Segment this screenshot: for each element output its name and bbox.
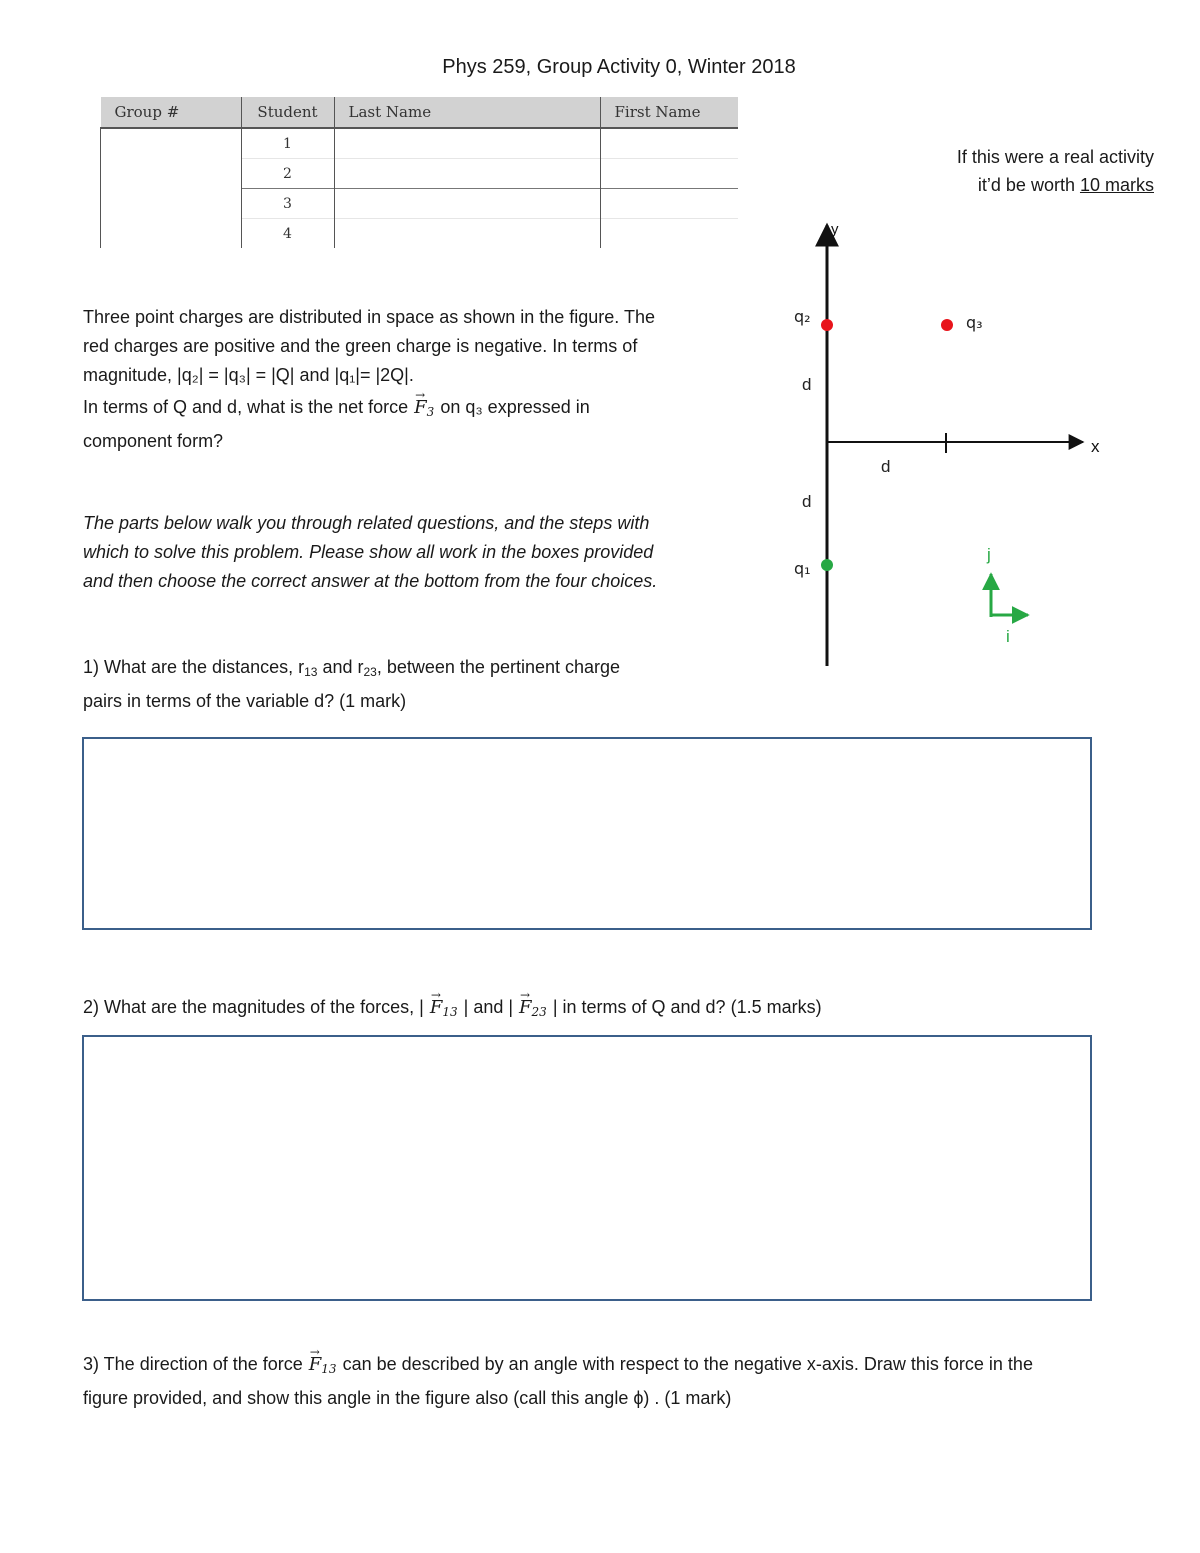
unit-vector-j-label: j [987, 545, 991, 564]
d-upper-label: d [802, 375, 812, 394]
charge-q1 [821, 559, 833, 571]
q3-text: 3) The direction of the force [83, 1354, 308, 1374]
marks-note-prefix: it’d be worth [977, 175, 1080, 195]
q3-text: can be described by an angle with respect to the negative x-axis. Draw this force in the [337, 1354, 1033, 1374]
problem-line: magnitude, |q₂| = |q₃| = |Q| and |q₁|= |2Q|. [83, 365, 414, 385]
force-23-symbol [518, 993, 548, 1027]
header-last-name: Last Name [334, 97, 600, 128]
page-title: Phys 259, Group Activity 0, Winter 2018 [442, 56, 796, 78]
force-symbol: F [414, 397, 427, 418]
unit-vector-i-label: i [1006, 627, 1010, 646]
problem-line: Three point charges are distributed in space as shown in the figure. The [83, 307, 656, 327]
q1-label: q₁ [794, 559, 811, 578]
force-subscript: 3 [426, 405, 435, 419]
q1-text: 1) What are the distances, r [83, 657, 305, 677]
student-number: 3 [241, 189, 334, 219]
x-axis-label: x [1091, 437, 1100, 456]
question-2 [83, 993, 1133, 1027]
instructions-line: The parts below walk you through related questions, and the steps with [83, 513, 650, 533]
force-13-symbol [308, 1350, 338, 1384]
question-text: on q₃ expressed in [435, 397, 590, 417]
student-number: 4 [241, 219, 334, 249]
d-horizontal-label: d [881, 457, 891, 476]
q2-text: | in terms of Q and d? (1.5 marks) [547, 997, 822, 1017]
student-number: 1 [241, 128, 334, 159]
force-symbol: F [519, 997, 532, 1018]
charge-diagram [0, 0, 1200, 700]
q2-label: q₂ [794, 307, 811, 326]
q1-sub: 23 [363, 665, 377, 679]
question-3 [83, 1350, 1163, 1413]
question-text: In terms of Q and d, what is the net force [83, 397, 414, 417]
marks-note-line1: If this were a real activity [956, 147, 1154, 167]
q3-label: q₃ [966, 313, 983, 332]
header-student: Student [241, 97, 334, 128]
question-3-line1 [83, 1350, 1163, 1384]
charge-q2 [821, 319, 833, 331]
student-number: 2 [241, 159, 334, 189]
force-symbol: F [429, 997, 443, 1018]
q1-sub: 13 [304, 665, 318, 679]
answer-box-1[interactable] [82, 737, 1092, 930]
force-subscript: 23 [531, 1005, 547, 1019]
problem-line: component form? [83, 431, 224, 451]
header-group: Group # [101, 97, 242, 128]
y-axis-label: y [831, 221, 839, 238]
charge-q3 [941, 319, 953, 331]
answer-box-2[interactable] [82, 1035, 1092, 1301]
force-symbol: F [308, 1354, 322, 1375]
instructions-line: which to solve this problem. Please show all work in the boxes provided [83, 542, 654, 562]
problem-line: red charges are positive and the green charge is negative. In terms of [83, 336, 638, 356]
force-subscript: 13 [321, 1362, 337, 1376]
q2-text: | and | [458, 997, 519, 1017]
instructions-line: and then choose the correct answer at the bottom from the four choices. [83, 571, 658, 591]
question-1-line2: pairs in terms of the variable d? (1 mark) [83, 691, 407, 711]
q1-text: , between the pertinent charge [376, 657, 621, 677]
marks-value: 10 marks [1079, 175, 1154, 195]
question-3-line2: figure provided, and show this angle in the figure also (call this angle ϕ) . (1 mark) [83, 1388, 732, 1408]
q2-text: 2) What are the magnitudes of the forces, | [83, 997, 429, 1017]
header-first-name: First Name [600, 97, 738, 128]
q1-text: and r [317, 657, 364, 677]
d-lower-label: d [802, 492, 812, 511]
force-subscript: 13 [442, 1005, 458, 1019]
force-13-symbol [429, 993, 459, 1027]
